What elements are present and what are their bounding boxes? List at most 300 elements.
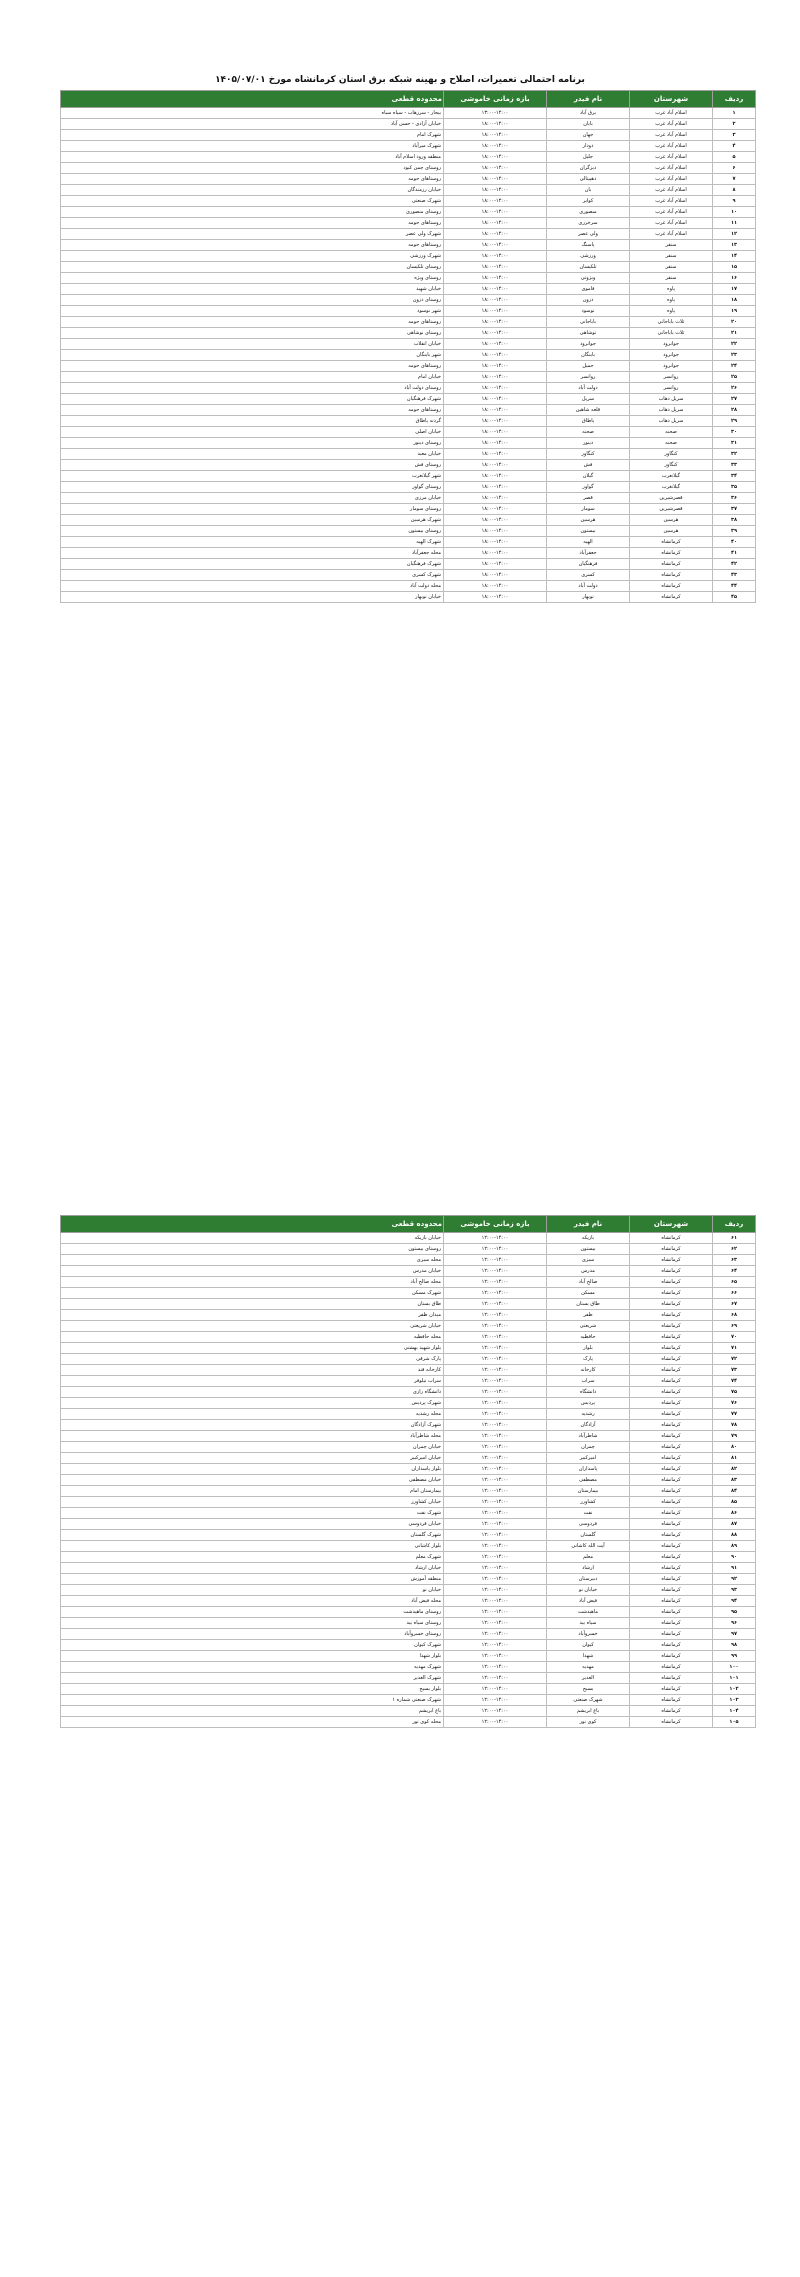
table-row xyxy=(61,240,756,251)
outage-area-cell: محله رشدیه xyxy=(61,1409,444,1420)
row-number: ۱۱ xyxy=(713,218,756,229)
table-row xyxy=(61,438,756,449)
outage-area-cell: روستاهای حومه xyxy=(61,361,444,372)
feeder-cell: بیمارستان xyxy=(547,1486,630,1497)
outage-area-cell: شهرک الغدیر xyxy=(61,1673,444,1684)
outage-area-cell: شهر نوسود xyxy=(61,306,444,317)
city-cell: کرمانشاه xyxy=(630,1508,713,1519)
feeder-cell: پاطاق xyxy=(547,416,630,427)
outage-area-cell: شهرک صنعتی xyxy=(61,196,444,207)
row-number: ۶۲ xyxy=(713,1244,756,1255)
row-number: ۸۷ xyxy=(713,1519,756,1530)
row-number: ۹۱ xyxy=(713,1563,756,1574)
time-window-cell: ۱۸:۰۰-۱۴:۰۰ xyxy=(444,207,547,218)
table-row xyxy=(61,1497,756,1508)
outage-area-cell: شهرک فرهنگیان xyxy=(61,394,444,405)
outage-area-cell: بلوار شهید بهشتی xyxy=(61,1343,444,1354)
time-window-cell: ۱۸:۰۰-۱۴:۰۰ xyxy=(444,240,547,251)
row-number: ۷۶ xyxy=(713,1398,756,1409)
outage-area-cell: کارخانه قند xyxy=(61,1365,444,1376)
time-window-cell: ۱۲:۰۰-۱۴:۰۰ xyxy=(444,1288,547,1299)
outage-area-cell: روستای ویژه xyxy=(61,273,444,284)
table-row xyxy=(61,1365,756,1376)
outage-area-cell: خیابان شهید xyxy=(61,284,444,295)
feeder-cell: بسیج xyxy=(547,1684,630,1695)
row-number: ۲۷ xyxy=(713,394,756,405)
time-window-cell: ۱۲:۰۰-۱۴:۰۰ xyxy=(444,1651,547,1662)
table-row xyxy=(61,163,756,174)
time-window-cell: ۱۸:۰۰-۱۴:۰۰ xyxy=(444,218,547,229)
outage-area-cell: خیابان اصلی xyxy=(61,427,444,438)
feeder-cell: شهدا xyxy=(547,1651,630,1662)
time-window-cell: ۱۸:۰۰-۱۴:۰۰ xyxy=(444,295,547,306)
time-window-cell: ۱۲:۰۰-۱۴:۰۰ xyxy=(444,1585,547,1596)
row-number: ۳۱ xyxy=(713,438,756,449)
city-cell: کرمانشاه xyxy=(630,1277,713,1288)
row-number: ۸۱ xyxy=(713,1453,756,1464)
table-row xyxy=(61,1519,756,1530)
table-row xyxy=(61,119,756,130)
feeder-cell: بلوار xyxy=(547,1343,630,1354)
time-window-cell: ۱۲:۰۰-۱۴:۰۰ xyxy=(444,1552,547,1563)
table-row xyxy=(61,108,756,119)
row-number: ۳۸ xyxy=(713,515,756,526)
table-row xyxy=(61,471,756,482)
outage-area-cell: خیابان فردوسی xyxy=(61,1519,444,1530)
row-number: ۶۵ xyxy=(713,1277,756,1288)
city-cell: سنقر xyxy=(630,262,713,273)
time-window-cell: ۱۸:۰۰-۱۴:۰۰ xyxy=(444,449,547,460)
outage-area-cell: خیابان شریعتی xyxy=(61,1321,444,1332)
outage-area-cell: خیابان آزادی - حسن آباد xyxy=(61,119,444,130)
table-row xyxy=(61,405,756,416)
header-row-number: ردیف xyxy=(713,91,756,108)
table-row xyxy=(61,504,756,515)
feeder-cell: حمیل xyxy=(547,361,630,372)
time-window-cell: ۱۸:۰۰-۱۴:۰۰ xyxy=(444,273,547,284)
city-cell: کرمانشاه xyxy=(630,1585,713,1596)
time-window-cell: ۱۸:۰۰-۱۴:۰۰ xyxy=(444,284,547,295)
city-cell: کرمانشاه xyxy=(630,570,713,581)
feeder-cell: فاموی xyxy=(547,284,630,295)
table-row xyxy=(61,1387,756,1398)
feeder-cell: دهپیتالی xyxy=(547,174,630,185)
table-row xyxy=(61,548,756,559)
table-row xyxy=(61,284,756,295)
table-row xyxy=(61,427,756,438)
city-cell: کرمانشاه xyxy=(630,1343,713,1354)
city-cell: کرمانشاه xyxy=(630,1431,713,1442)
feeder-cell: دودار xyxy=(547,141,630,152)
outage-area-cell: خیابان مصطفی xyxy=(61,1475,444,1486)
row-number: ۱۸ xyxy=(713,295,756,306)
schedule-page-2 xyxy=(60,1215,744,2215)
city-cell: کرمانشاه xyxy=(630,1552,713,1563)
time-window-cell: ۱۲:۰۰-۱۴:۰۰ xyxy=(444,1673,547,1684)
city-cell: سرپل ذهاب xyxy=(630,394,713,405)
feeder-cell: ارشاد xyxy=(547,1563,630,1574)
feeder-cell: جوانرود xyxy=(547,339,630,350)
time-window-cell: ۱۸:۰۰-۱۴:۰۰ xyxy=(444,185,547,196)
outage-area-cell: روستاهای حومه xyxy=(61,405,444,416)
row-number: ۹۵ xyxy=(713,1607,756,1618)
time-window-cell: ۱۸:۰۰-۱۴:۰۰ xyxy=(444,460,547,471)
row-number: ۱۶ xyxy=(713,273,756,284)
city-cell: اسلام آباد غرب xyxy=(630,141,713,152)
feeder-cell: دبیرستان xyxy=(547,1574,630,1585)
row-number: ۱۳ xyxy=(713,240,756,251)
row-number: ۸۹ xyxy=(713,1541,756,1552)
outage-area-cell: خیابان معبد xyxy=(61,449,444,460)
table-row xyxy=(61,229,756,240)
table-row xyxy=(61,1618,756,1629)
row-number: ۵ xyxy=(713,152,756,163)
feeder-cell: شاطرآباد xyxy=(547,1431,630,1442)
outage-area-cell: دانشگاه رازی xyxy=(61,1387,444,1398)
table-header-row xyxy=(61,1216,756,1233)
time-window-cell: ۱۸:۰۰-۱۴:۰۰ xyxy=(444,350,547,361)
feeder-cell: شریعتی xyxy=(547,1321,630,1332)
city-cell: کرمانشاه xyxy=(630,1706,713,1717)
feeder-cell: کشاورز xyxy=(547,1497,630,1508)
city-cell: قصرشیرین xyxy=(630,493,713,504)
outage-table-1 xyxy=(60,90,756,603)
row-number: ۲۰ xyxy=(713,317,756,328)
row-number: ۶۷ xyxy=(713,1299,756,1310)
time-window-cell: ۱۲:۰۰-۱۴:۰۰ xyxy=(444,1299,547,1310)
outage-area-cell: محله صالح آباد xyxy=(61,1277,444,1288)
city-cell: سنقر xyxy=(630,251,713,262)
feeder-cell: پاسداران xyxy=(547,1464,630,1475)
feeder-cell: قصر xyxy=(547,493,630,504)
city-cell: کرمانشاه xyxy=(630,1519,713,1530)
time-window-cell: ۱۲:۰۰-۱۴:۰۰ xyxy=(444,1409,547,1420)
table-row xyxy=(61,1266,756,1277)
row-number: ۱۰ xyxy=(713,207,756,218)
feeder-cell: پارک xyxy=(547,1354,630,1365)
city-cell: سنقر xyxy=(630,240,713,251)
time-window-cell: ۱۲:۰۰-۱۴:۰۰ xyxy=(444,1431,547,1442)
table-row xyxy=(61,1596,756,1607)
feeder-cell: باغ ابریشم xyxy=(547,1706,630,1717)
time-window-cell: ۱۲:۰۰-۱۴:۰۰ xyxy=(444,1365,547,1376)
time-window-cell: ۱۲:۰۰-۱۴:۰۰ xyxy=(444,1640,547,1651)
feeder-cell: باباجانی xyxy=(547,317,630,328)
row-number: ۹۸ xyxy=(713,1640,756,1651)
time-window-cell: ۱۸:۰۰-۱۴:۰۰ xyxy=(444,152,547,163)
feeder-cell: سراب xyxy=(547,1376,630,1387)
city-cell: کرمانشاه xyxy=(630,1684,713,1695)
table-row xyxy=(61,1321,756,1332)
feeder-cell: سرخرزی xyxy=(547,218,630,229)
time-window-cell: ۱۸:۰۰-۱۴:۰۰ xyxy=(444,559,547,570)
outage-area-cell: روستاهای حومه xyxy=(61,218,444,229)
table-row xyxy=(61,449,756,460)
city-cell: روانسر xyxy=(630,383,713,394)
outage-area-cell: روستاهای حومه xyxy=(61,240,444,251)
table-row xyxy=(61,1343,756,1354)
time-window-cell: ۱۸:۰۰-۱۴:۰۰ xyxy=(444,592,547,603)
table-row xyxy=(61,581,756,592)
table-row xyxy=(61,1475,756,1486)
row-number: ۷۳ xyxy=(713,1365,756,1376)
table-row xyxy=(61,317,756,328)
row-number: ۷۴ xyxy=(713,1376,756,1387)
row-number: ۱ xyxy=(713,108,756,119)
row-number: ۷۵ xyxy=(713,1387,756,1398)
row-number: ۲۹ xyxy=(713,416,756,427)
city-cell: پاوه xyxy=(630,284,713,295)
outage-area-cell: روستای بیستون xyxy=(61,526,444,537)
city-cell: پاوه xyxy=(630,295,713,306)
table-row xyxy=(61,1310,756,1321)
time-window-cell: ۱۲:۰۰-۱۴:۰۰ xyxy=(444,1607,547,1618)
row-number: ۷۷ xyxy=(713,1409,756,1420)
city-cell: اسلام آباد غرب xyxy=(630,152,713,163)
table-row xyxy=(61,1673,756,1684)
city-cell: سرپل ذهاب xyxy=(630,416,713,427)
feeder-cell: بازیکه xyxy=(547,1233,630,1244)
outage-area-cell: شهرک صنعتی شماره ۱ xyxy=(61,1695,444,1706)
city-cell: کرمانشاه xyxy=(630,1574,713,1585)
city-cell: صحنه xyxy=(630,427,713,438)
table-row xyxy=(61,570,756,581)
city-cell: کرمانشاه xyxy=(630,1563,713,1574)
header-city: شهرستان xyxy=(630,1216,713,1233)
row-number: ۱۰۵ xyxy=(713,1717,756,1728)
table-row xyxy=(61,394,756,405)
table-row xyxy=(61,141,756,152)
outage-area-cell: شهرک ولی عصر xyxy=(61,229,444,240)
time-window-cell: ۱۸:۰۰-۱۴:۰۰ xyxy=(444,339,547,350)
time-window-cell: ۱۸:۰۰-۱۴:۰۰ xyxy=(444,229,547,240)
outage-area-cell: روستاهای حومه xyxy=(61,317,444,328)
table-row xyxy=(61,1585,756,1596)
time-window-cell: ۱۸:۰۰-۱۴:۰۰ xyxy=(444,130,547,141)
row-number: ۴۵ xyxy=(713,592,756,603)
table-row xyxy=(61,1464,756,1475)
time-window-cell: ۱۲:۰۰-۱۴:۰۰ xyxy=(444,1596,547,1607)
outage-area-cell: بلوار بسیج xyxy=(61,1684,444,1695)
table-row xyxy=(61,273,756,284)
city-cell: کرمانشاه xyxy=(630,1596,713,1607)
city-cell: کرمانشاه xyxy=(630,1618,713,1629)
outage-area-cell: بلوار پاسداران xyxy=(61,1464,444,1475)
outage-area-cell: شهرک کیوان xyxy=(61,1640,444,1651)
table-row xyxy=(61,152,756,163)
outage-area-cell: شهرک امام xyxy=(61,130,444,141)
row-number: ۹ xyxy=(713,196,756,207)
row-number: ۲ xyxy=(713,119,756,130)
city-cell: کرمانشاه xyxy=(630,1442,713,1453)
table-row xyxy=(61,174,756,185)
table-row xyxy=(61,1332,756,1343)
outage-area-cell: روستای بیستون xyxy=(61,1244,444,1255)
time-window-cell: ۱۲:۰۰-۱۴:۰۰ xyxy=(444,1464,547,1475)
feeder-cell: جعفرآباد xyxy=(547,548,630,559)
time-window-cell: ۱۸:۰۰-۱۴:۰۰ xyxy=(444,163,547,174)
outage-area-cell: شهرک فرهنگیان xyxy=(61,559,444,570)
feeder-cell: بان xyxy=(547,185,630,196)
row-number: ۲۶ xyxy=(713,383,756,394)
city-cell: کرمانشاه xyxy=(630,1541,713,1552)
city-cell: کرمانشاه xyxy=(630,1651,713,1662)
city-cell: گیلانغرب xyxy=(630,471,713,482)
outage-area-cell: روستاهای حومه xyxy=(61,174,444,185)
outage-area-cell: شهرک آزادگان xyxy=(61,1420,444,1431)
table-body-2 xyxy=(61,1233,756,1728)
row-number: ۸۶ xyxy=(713,1508,756,1519)
outage-area-cell: شهرک هرسین xyxy=(61,515,444,526)
table-row xyxy=(61,383,756,394)
table-row xyxy=(61,1420,756,1431)
city-cell: کرمانشاه xyxy=(630,1530,713,1541)
city-cell: اسلام آباد غرب xyxy=(630,174,713,185)
city-cell: کرمانشاه xyxy=(630,1453,713,1464)
feeder-cell: کوی نور xyxy=(547,1717,630,1728)
feeder-cell: گیلان xyxy=(547,471,630,482)
row-number: ۶۴ xyxy=(713,1266,756,1277)
city-cell: کرمانشاه xyxy=(630,1673,713,1684)
time-window-cell: ۱۸:۰۰-۱۴:۰۰ xyxy=(444,427,547,438)
outage-area-cell: خیابان نو xyxy=(61,1585,444,1596)
row-number: ۷۰ xyxy=(713,1332,756,1343)
outage-area-cell: روستای سومار xyxy=(61,504,444,515)
feeder-cell: حافظیه xyxy=(547,1332,630,1343)
city-cell: کرمانشاه xyxy=(630,1629,713,1640)
city-cell: کرمانشاه xyxy=(630,1310,713,1321)
row-number: ۱۲ xyxy=(713,229,756,240)
time-window-cell: ۱۲:۰۰-۱۴:۰۰ xyxy=(444,1255,547,1266)
outage-area-cell: منطقه آموزش xyxy=(61,1574,444,1585)
feeder-cell: تلکیسان xyxy=(547,262,630,273)
feeder-cell: الغدیر xyxy=(547,1673,630,1684)
feeder-cell: فیض آباد xyxy=(547,1596,630,1607)
time-window-cell: ۱۲:۰۰-۱۴:۰۰ xyxy=(444,1376,547,1387)
row-number: ۹۰ xyxy=(713,1552,756,1563)
time-window-cell: ۱۲:۰۰-۱۴:۰۰ xyxy=(444,1519,547,1530)
table-row xyxy=(61,1695,756,1706)
table-row xyxy=(61,1376,756,1387)
time-window-cell: ۱۸:۰۰-۱۴:۰۰ xyxy=(444,174,547,185)
table-row xyxy=(61,1442,756,1453)
feeder-cell: دینور xyxy=(547,438,630,449)
table-row xyxy=(61,1299,756,1310)
outage-area-cell: منطقه ورود اسلام آباد xyxy=(61,152,444,163)
table-row xyxy=(61,350,756,361)
time-window-cell: ۱۲:۰۰-۱۴:۰۰ xyxy=(444,1233,547,1244)
row-number: ۸۰ xyxy=(713,1442,756,1453)
feeder-cell: فرهنگیان xyxy=(547,559,630,570)
header-feeder: نام فیدر xyxy=(547,1216,630,1233)
feeder-cell: دولت آباد xyxy=(547,383,630,394)
table-row xyxy=(61,130,756,141)
city-cell: جوانرود xyxy=(630,361,713,372)
feeder-cell: شهرک صنعتی xyxy=(547,1695,630,1706)
outage-area-cell: روستای فش xyxy=(61,460,444,471)
time-window-cell: ۱۸:۰۰-۱۴:۰۰ xyxy=(444,526,547,537)
feeder-cell: بیستون xyxy=(547,1244,630,1255)
table-row xyxy=(61,1574,756,1585)
row-number: ۱۰۳ xyxy=(713,1695,756,1706)
header-outage-area: محدوده قطعی xyxy=(61,91,444,108)
feeder-cell: سرپل xyxy=(547,394,630,405)
table-row xyxy=(61,592,756,603)
time-window-cell: ۱۲:۰۰-۱۴:۰۰ xyxy=(444,1321,547,1332)
outage-area-cell: محله سبزی xyxy=(61,1255,444,1266)
table-row xyxy=(61,1255,756,1266)
row-number: ۱۵ xyxy=(713,262,756,273)
feeder-cell: نوشاهی xyxy=(547,328,630,339)
city-cell: اسلام آباد غرب xyxy=(630,196,713,207)
feeder-cell: گلستان xyxy=(547,1530,630,1541)
outage-area-cell: بیجار - سرزهاب - سیاه سیاه xyxy=(61,108,444,119)
time-window-cell: ۱۲:۰۰-۱۴:۰۰ xyxy=(444,1354,547,1365)
table-row xyxy=(61,218,756,229)
outage-area-cell: سراب نیلوفر xyxy=(61,1376,444,1387)
table-row xyxy=(61,1288,756,1299)
row-number: ۸۲ xyxy=(713,1464,756,1475)
outage-area-cell: طاق بستان xyxy=(61,1299,444,1310)
time-window-cell: ۱۸:۰۰-۱۴:۰۰ xyxy=(444,570,547,581)
feeder-cell: بابان xyxy=(547,119,630,130)
city-cell: کرمانشاه xyxy=(630,559,713,570)
time-window-cell: ۱۲:۰۰-۱۴:۰۰ xyxy=(444,1574,547,1585)
table-row xyxy=(61,339,756,350)
feeder-cell: فردوسی xyxy=(547,1519,630,1530)
feeder-cell: روانسر xyxy=(547,372,630,383)
outage-area-cell: محله جعفرآباد xyxy=(61,548,444,559)
city-cell: کرمانشاه xyxy=(630,1354,713,1365)
city-cell: کرمانشاه xyxy=(630,581,713,592)
row-number: ۳۳ xyxy=(713,460,756,471)
feeder-cell: ویژوتی xyxy=(547,273,630,284)
city-cell: ثلاث باباجانی xyxy=(630,317,713,328)
feeder-cell: صحنه xyxy=(547,427,630,438)
row-number: ۳۶ xyxy=(713,493,756,504)
outage-area-cell: شهرک معلم xyxy=(61,1552,444,1563)
city-cell: اسلام آباد غرب xyxy=(630,207,713,218)
row-number: ۳۹ xyxy=(713,526,756,537)
time-window-cell: ۱۲:۰۰-۱۴:۰۰ xyxy=(444,1486,547,1497)
row-number: ۴۴ xyxy=(713,581,756,592)
table-row xyxy=(61,1354,756,1365)
table-row xyxy=(61,1541,756,1552)
time-window-cell: ۱۸:۰۰-۱۴:۰۰ xyxy=(444,405,547,416)
row-number: ۲۵ xyxy=(713,372,756,383)
row-number: ۴۱ xyxy=(713,548,756,559)
outage-area-cell: محله حافظیه xyxy=(61,1332,444,1343)
outage-area-cell: گردنه پاطاق xyxy=(61,416,444,427)
table-row xyxy=(61,361,756,372)
outage-area-cell: محله کوی نور xyxy=(61,1717,444,1728)
header-time-window: بازه زمانی خاموشی xyxy=(444,91,547,108)
row-number: ۲۸ xyxy=(713,405,756,416)
feeder-cell: نوبهار xyxy=(547,592,630,603)
city-cell: کرمانشاه xyxy=(630,1332,713,1343)
outage-area-cell: روستای دولت آباد xyxy=(61,383,444,394)
time-window-cell: ۱۲:۰۰-۱۴:۰۰ xyxy=(444,1244,547,1255)
row-number: ۷۸ xyxy=(713,1420,756,1431)
outage-area-cell: شهرک نفت xyxy=(61,1508,444,1519)
city-cell: جوانرود xyxy=(630,350,713,361)
outage-area-cell: شهر باینگان xyxy=(61,350,444,361)
row-number: ۲۱ xyxy=(713,328,756,339)
row-number: ۸۵ xyxy=(713,1497,756,1508)
time-window-cell: ۱۸:۰۰-۱۴:۰۰ xyxy=(444,196,547,207)
row-number: ۸۳ xyxy=(713,1475,756,1486)
row-number: ۹۶ xyxy=(713,1618,756,1629)
